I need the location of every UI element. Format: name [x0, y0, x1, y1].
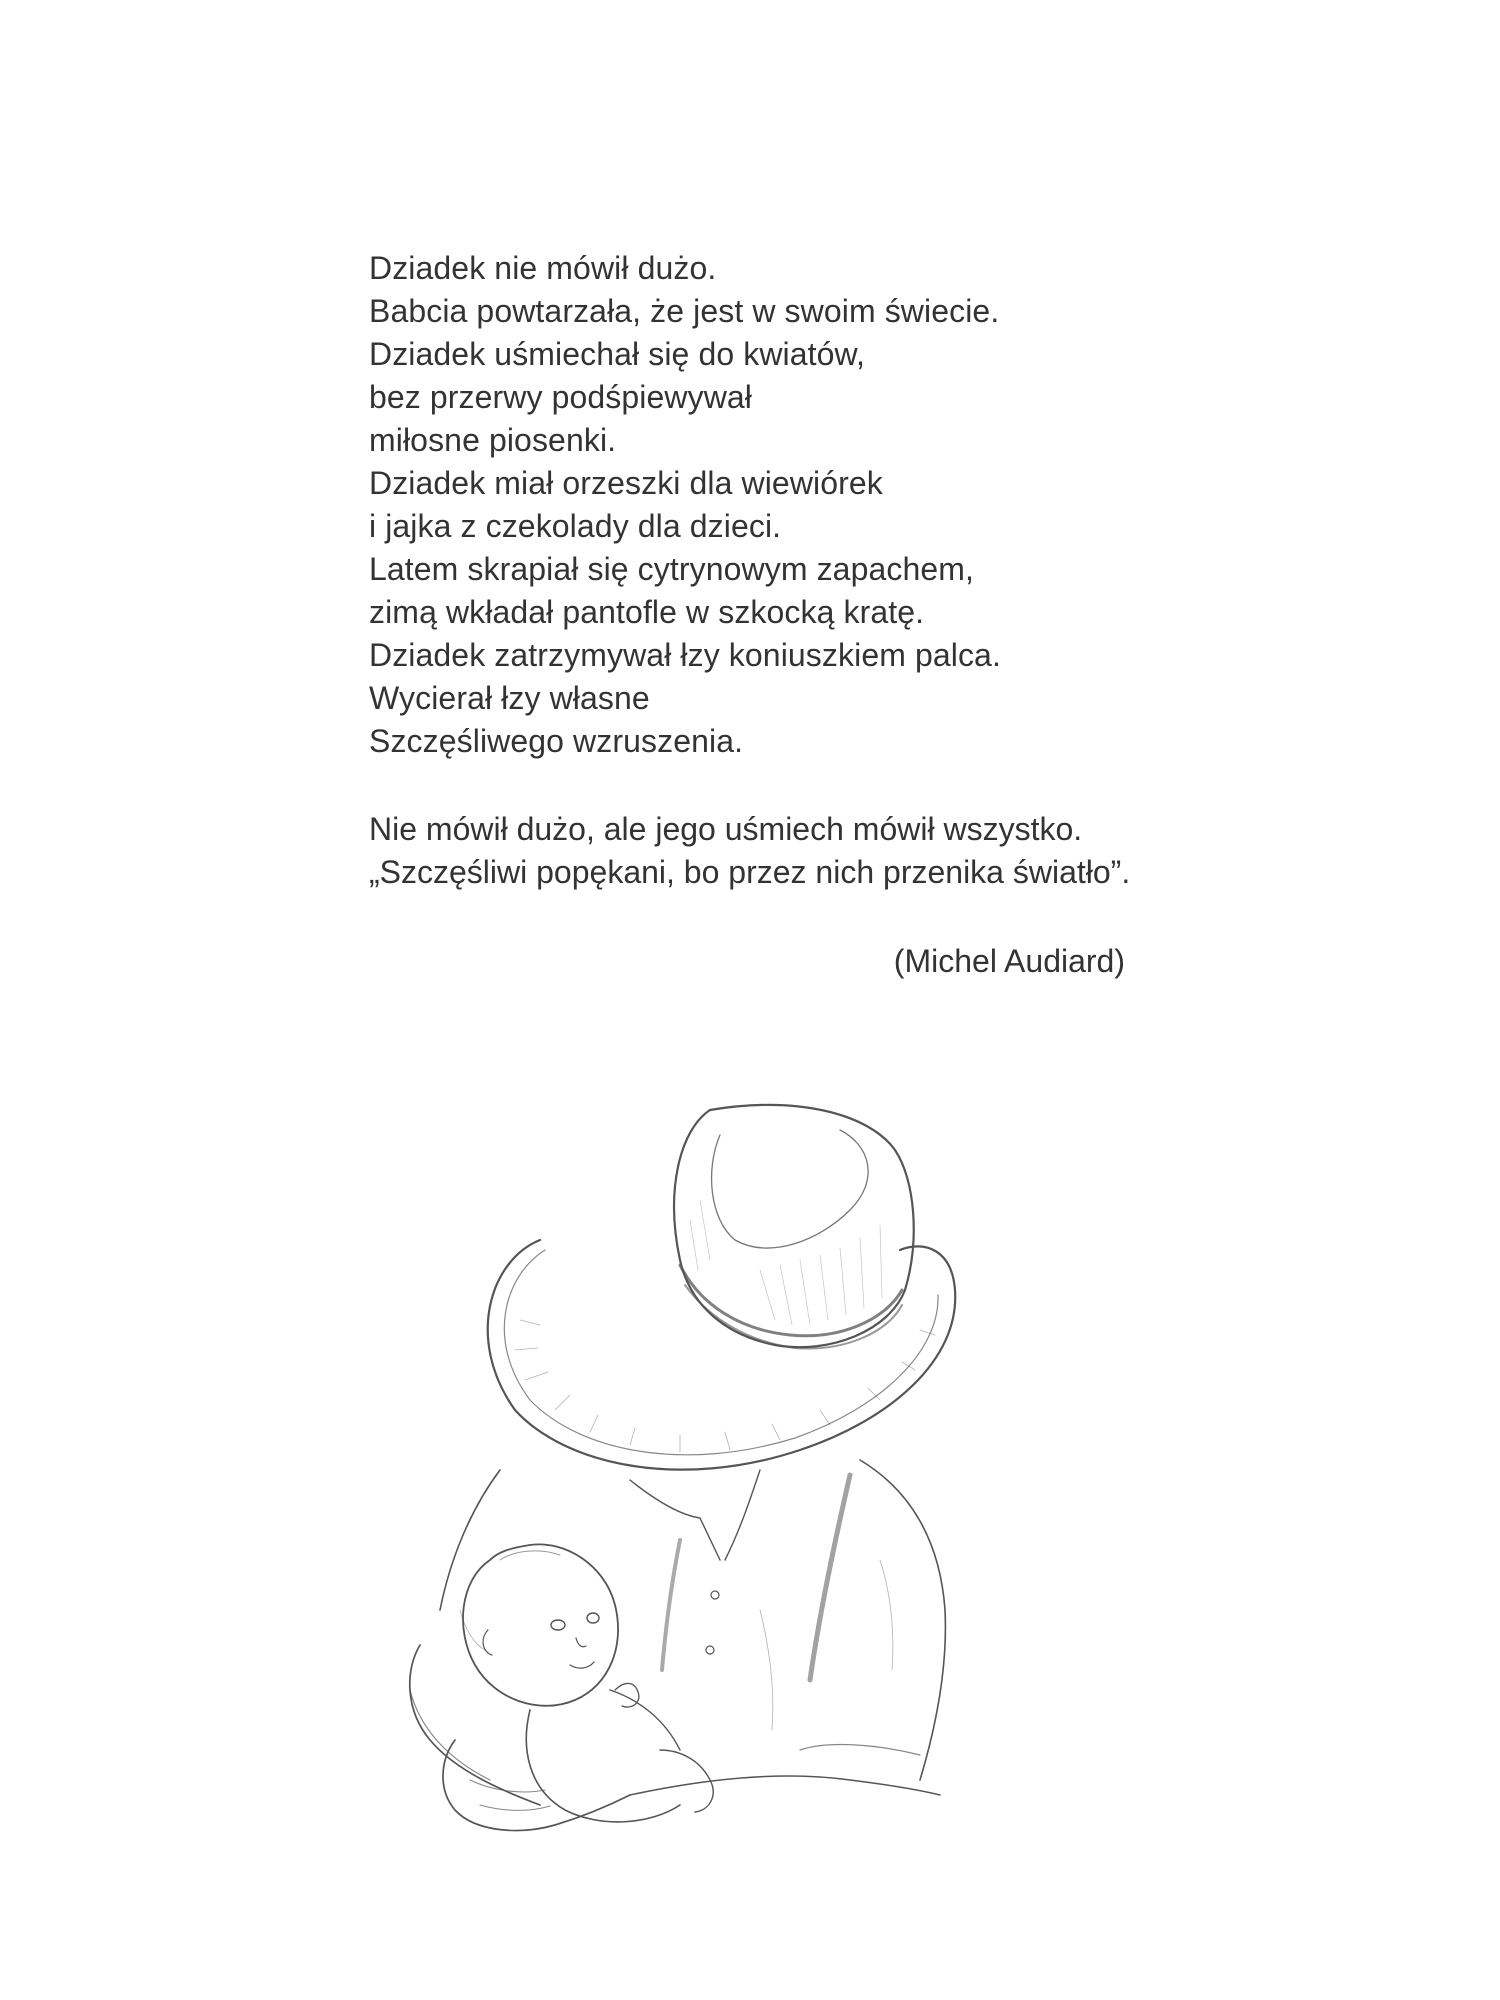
poem-line: Dziadek uśmiechał się do kwiatów,	[369, 336, 865, 372]
poem-line: bez przerwy podśpiewywał	[369, 379, 753, 415]
poem-line: Dziadek miał orzeszki dla wiewiórek	[369, 465, 883, 501]
poem-line: Dziadek nie mówił dużo.	[369, 250, 717, 286]
quote-attribution: (Michel Audiard)	[893, 943, 1125, 979]
closing-line: Nie mówił dużo, ale jego uśmiech mówił wszystko.	[369, 811, 1083, 847]
poem-line: Babcia powtarzała, że jest w swoim świecie.	[369, 293, 1000, 329]
poem-line: miłosne piosenki.	[369, 422, 617, 458]
grandfather-baby-illustration	[380, 1090, 1000, 1840]
poem-line: Szczęśliwego wzruszenia.	[369, 723, 744, 759]
poem-stanza	[369, 247, 1149, 763]
poem-line: zimą wkładał pantofle w szkocką kratę.	[369, 594, 925, 630]
poem-line: Latem skrapiał się cytrynowym zapachem,	[369, 551, 975, 587]
poem-line: Dziadek zatrzymywał łzy koniuszkiem palca.	[369, 637, 1001, 673]
closing-stanza	[369, 808, 1149, 894]
quote-line: „Szczęśliwi popękani, bo przez nich przenika światło”.	[369, 854, 1131, 890]
poem-line: Wycierał łzy własne	[369, 680, 650, 716]
poem-line: i jajka z czekolady dla dzieci.	[369, 508, 782, 544]
sketch-icon	[380, 1090, 1000, 1840]
